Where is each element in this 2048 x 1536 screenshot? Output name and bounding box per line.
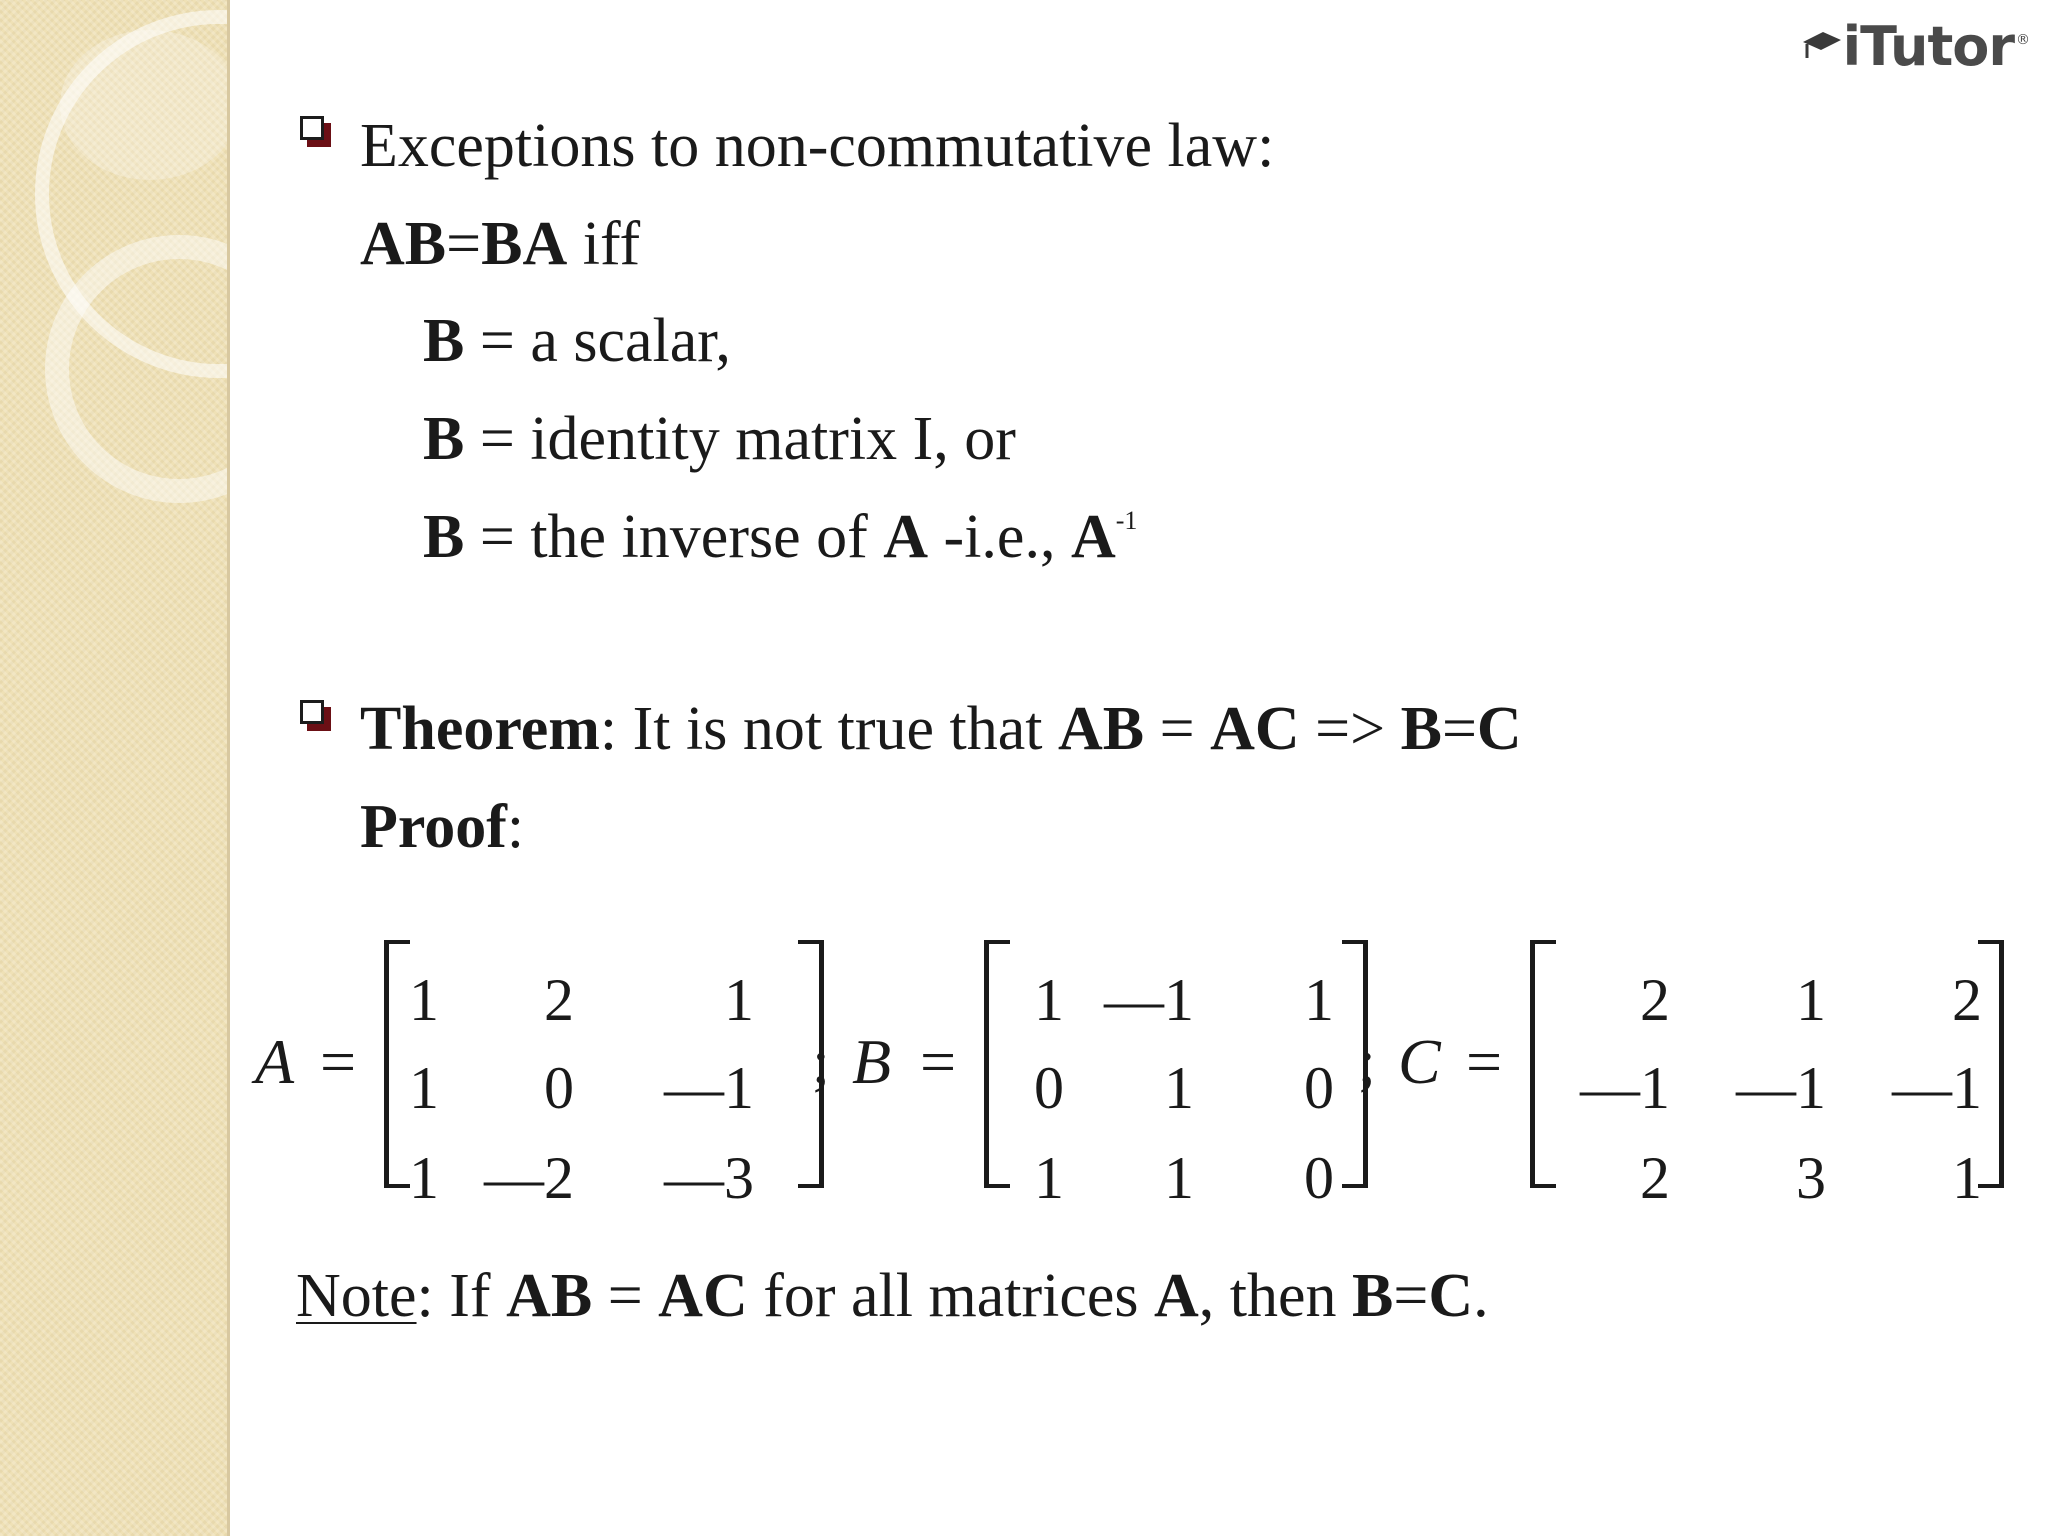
exception-item-inverse	[423, 503, 1138, 571]
matrix-c-cell: —1	[1580, 1055, 1670, 1121]
ab-bold: AB	[360, 210, 447, 278]
decorative-side-panel	[0, 0, 230, 1536]
iff-text: iff	[567, 210, 641, 278]
equals-sign: =	[446, 210, 482, 278]
equals-sign: =	[1144, 695, 1211, 763]
matrix-b-cell: 0	[1034, 1055, 1064, 1121]
graduation-cap-icon	[1801, 28, 1841, 68]
matrix-b-cell: 1	[1304, 967, 1334, 1033]
a-bold: A	[1070, 503, 1116, 571]
a-bold: A	[883, 503, 929, 571]
exceptions-condition	[360, 210, 641, 278]
matrix-c-equals: =	[1466, 1026, 1503, 1097]
theorem-label: Theorem	[360, 695, 600, 763]
matrix-a	[384, 940, 824, 1211]
b-bold: B	[423, 503, 465, 571]
exception-item-text: = identity matrix I, or	[464, 405, 1016, 473]
matrix-c-cell: 1	[1952, 1145, 1982, 1211]
matrix-a-cell: 1	[409, 1055, 439, 1121]
ac-bold: AC	[658, 1262, 748, 1330]
matrix-a-cell: 1	[409, 1145, 439, 1211]
matrix-a-cell: —2	[484, 1145, 574, 1211]
ab-bold: AB	[506, 1262, 593, 1330]
implies-sign: =>	[1299, 695, 1401, 763]
matrix-b-cell: 1	[1034, 1145, 1064, 1211]
matrix-a-equals: =	[320, 1026, 357, 1097]
note-label: Note	[296, 1262, 417, 1330]
matrix-b-label: B	[852, 1026, 892, 1097]
matrix-a-label: A	[255, 1026, 295, 1097]
matrix-c-cell: —1	[1736, 1055, 1826, 1121]
equals-sign: =	[1393, 1262, 1429, 1330]
c-bold: C	[1428, 1262, 1474, 1330]
matrix-c-cell: 3	[1796, 1145, 1826, 1211]
exception-item-identity	[423, 405, 1016, 473]
b-bold: B	[423, 405, 465, 473]
theorem-statement	[360, 695, 1522, 763]
matrix-c	[1530, 940, 2004, 1211]
note-text: , then	[1198, 1262, 1353, 1330]
note-text: : If	[416, 1262, 507, 1330]
matrix-b	[984, 940, 1368, 1211]
matrix-b-cell: 1	[1034, 967, 1064, 1033]
matrix-b-cell: 0	[1304, 1145, 1334, 1211]
ie-text: -i.e.,	[928, 503, 1071, 571]
matrix-c-cell: 2	[1640, 967, 1670, 1033]
ac-bold: AC	[1210, 695, 1300, 763]
inverse-superscript: -1	[1115, 506, 1138, 535]
separator-semicolon: ;	[812, 1026, 830, 1097]
bullet-square-icon	[300, 700, 331, 731]
exception-item-text: = a scalar,	[464, 307, 731, 375]
b-bold: B	[1400, 695, 1442, 763]
matrix-b-cell: 1	[1164, 1055, 1194, 1121]
proof-bold: Proof	[360, 793, 507, 861]
logo-registered-mark: ®	[2016, 32, 2030, 48]
matrix-c-cell: 1	[1796, 967, 1826, 1033]
matrix-c-cell: 2	[1952, 967, 1982, 1033]
proof-colon: :	[506, 793, 525, 861]
proof-label	[360, 793, 525, 861]
separator-semicolon: ;	[1358, 1026, 1376, 1097]
theorem-text: : It is not true that	[599, 695, 1058, 763]
itutor-logo	[1801, 15, 2030, 78]
period: .	[1473, 1262, 1489, 1330]
ba-bold: BA	[481, 210, 568, 278]
bullet-square-icon	[300, 116, 331, 147]
matrix-c-label: C	[1398, 1026, 1441, 1097]
equals-sign: =	[592, 1262, 659, 1330]
exception-item-scalar	[423, 307, 731, 375]
b-bold: B	[423, 307, 465, 375]
matrix-c-cell: 2	[1640, 1145, 1670, 1211]
c-bold: C	[1476, 695, 1522, 763]
exception-item-text: = the inverse of	[464, 503, 884, 571]
matrix-a-cell: 0	[544, 1055, 574, 1121]
equals-sign: =	[1441, 695, 1477, 763]
b-bold: B	[1352, 1262, 1394, 1330]
logo-text: iTutor	[1842, 15, 2014, 78]
matrix-a-cell: —3	[664, 1145, 754, 1211]
note-text: for all matrices	[747, 1262, 1155, 1330]
matrix-b-cell: 0	[1304, 1055, 1334, 1121]
matrix-a-cell: 2	[544, 967, 574, 1033]
exceptions-heading: Exceptions to non-commutative law:	[360, 112, 1275, 180]
matrix-b-equals: =	[920, 1026, 957, 1097]
matrix-b-cell: —1	[1104, 967, 1194, 1033]
note-statement	[296, 1262, 1489, 1330]
matrix-a-cell: 1	[409, 967, 439, 1033]
a-bold: A	[1154, 1262, 1199, 1330]
matrix-a-cell: 1	[724, 967, 754, 1033]
matrix-b-cell: 1	[1164, 1145, 1194, 1211]
matrix-a-cell: —1	[664, 1055, 754, 1121]
matrix-c-cell: —1	[1892, 1055, 1982, 1121]
ab-bold: AB	[1057, 695, 1145, 763]
